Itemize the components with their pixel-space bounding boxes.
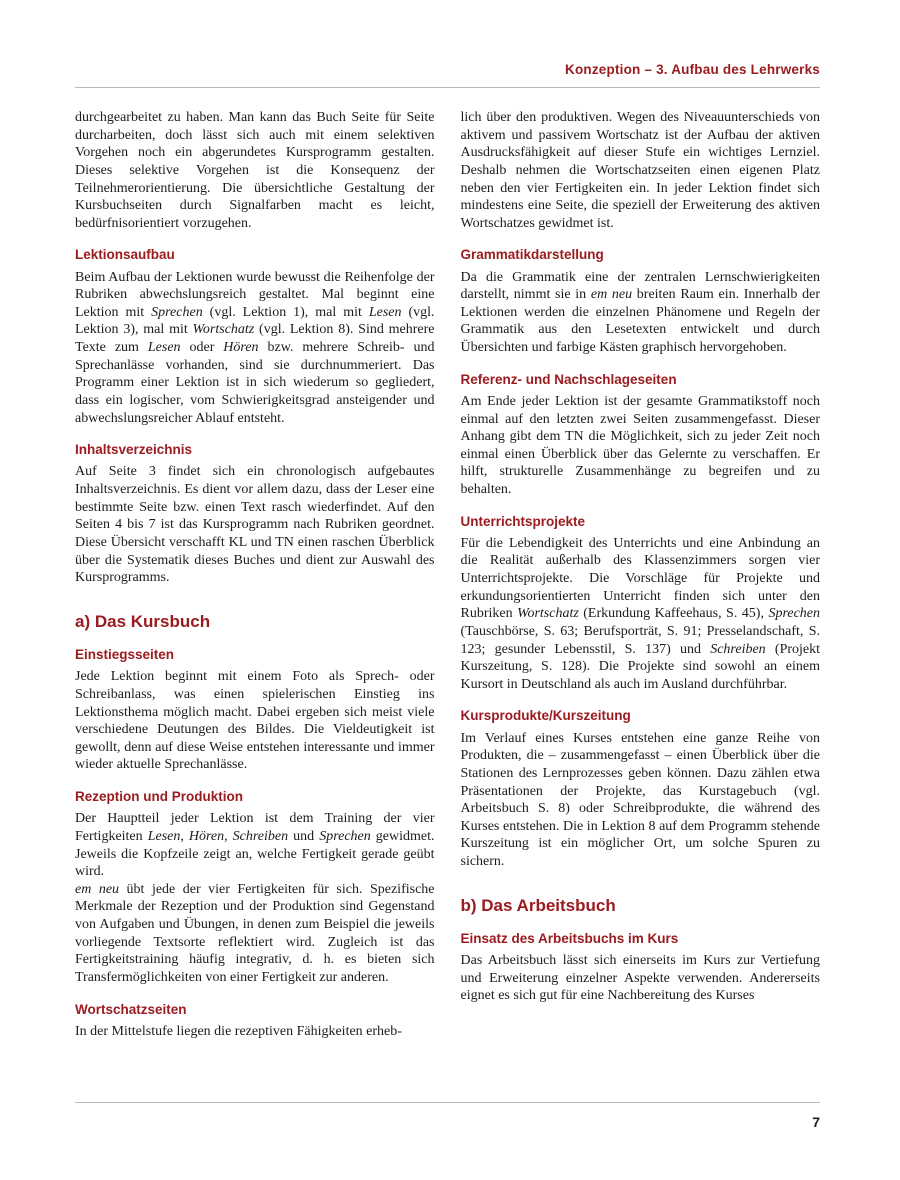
subsection-heading: Unterrichtsprojekte	[460, 513, 586, 529]
paragraph: Das Arbeitsbuch lässt sich einerseits im Kurs zur Vertiefung und Erweiterung einzelner Aspekte verwenden. Andererseits eignet es sich gut für eine Nachbereitung des Kurses	[460, 953, 820, 1004]
paragraph: em neu übt jede der vier Fertigkeiten für sich. Spezifische Merkmale der Rezeption und der Produktion sind Gegenstand von Aufgaben und Übungen, in denen zum Beispiel die jeweils vorliegende Textsorte reflektiert wird. Zugleich ist das Fertigkeitstraining häufig integrativ, d. h. es bieten sich Transfermöglichkeiten von einer Fertigkeit zur anderen.	[75, 881, 435, 985]
italic-text: em neu	[75, 881, 120, 897]
italic-text: Wortschatz	[517, 606, 579, 622]
two-column-body	[75, 109, 820, 1040]
subsection-heading: Rezeption und Produktion	[75, 789, 243, 805]
paragraph: Am Ende jeder Lektion ist der gesamte Grammatikstoff noch einmal auf den letzten zwei Seiten zusammengefasst. Dieser Anhang gibt dem TN die Möglichkeit, sich zu jeder Zeit noch einmal einen Überblick über das Gelernte zu verschaffen. Er hilft, strukturelle Zusammenhänge zu begreifen und zu behalten.	[460, 393, 820, 497]
italic-text: Sprechen	[768, 606, 821, 622]
subsection-heading: Lektionsaufbau	[75, 247, 175, 263]
page-number: 7	[812, 1114, 820, 1130]
italic-text: Sprechen	[151, 304, 203, 320]
italic-text: Lesen	[368, 304, 402, 320]
right-column	[461, 109, 821, 1040]
subsection-heading: Grammatikdarstellung	[460, 247, 604, 263]
page-footer	[75, 1102, 820, 1130]
running-header-title: Konzeption – 3. Aufbau des Lehrwerks	[565, 62, 820, 77]
italic-text: Sprechen	[319, 828, 371, 844]
italic-text: em neu	[590, 287, 633, 303]
paragraph: In der Mittelstufe liegen die rezeptiven Fähigkeiten erheb-	[75, 1023, 402, 1039]
section-heading: a) Das Kursbuch	[75, 611, 211, 631]
left-column	[75, 109, 435, 1040]
paragraph: Beim Aufbau der Lektionen wurde bewusst die Reihenfolge der Rubriken abwechslungsreich gestaltet. Mal beginnt eine Lektion mit Sprechen (vgl. Lektion 1), mal mit Lesen (vgl. Lektion 3), mal mit Wortschatz (vgl. Lektion 8). Sind mehrere Texte zum Lesen oder Hören bzw. mehrere Schreib- und Sprechanlässe vorhanden, sind sie durchnummeriert. Das Programm einer Lektion ist in sich wiederum so gegliedert, dass ein logischer, vom Schwierigkeitsgrad ansteigender und abwechslungsreicher Ablauf entsteht.	[75, 269, 435, 426]
italic-text: Wortschatz	[192, 322, 255, 338]
paragraph: durchgearbeitet zu haben. Man kann das Buch Seite für Seite durcharbeiten, doch lässt sich auch mit einem selektiven Vorgehen noch ein abgerundetes Kursprogramm gestalten. Dieses selektive Vorgehen ist die Konsequenz der Teilnehmerorientierung. Die übersichtliche Gestaltung der Kursbuchseiten durch Signalfarben macht es leicht, bedürfnisorientiert vorzugehen.	[75, 110, 435, 231]
subsection-heading: Kursprodukte/Kurszeitung	[460, 708, 631, 724]
subsection-heading: Inhaltsverzeichnis	[75, 442, 193, 458]
subsection-heading: Einsatz des Arbeitsbuchs im Kurs	[460, 931, 679, 947]
paragraph: Auf Seite 3 findet sich ein chronologisch aufgebautes Inhaltsverzeichnis. Es dient vor allem dazu, dass der Leser eine bestimmte Seite bzw. einen Text rasch wiederfindet. Auf den Seiten 4 bis 7 ist das Kursprogramm nach Rubriken geordnet. Diese Übersicht verschafft KL und TN einen raschen Überblick über die Systematik dieses Buches und dient zur Auswahl des Kursprogramms.	[75, 464, 435, 586]
paragraph: Da die Grammatik eine der zentralen Lernschwierigkeiten darstellt, nimmt sie in em neu breiten Raum ein. Innerhalb der Lektionen werden die einzelnen Phänomene und Regeln der Grammatik aus den Lesetexten entwickelt und durch Übersichten und farbige Kästen graphisch hervorgehoben.	[460, 269, 820, 356]
subsection-heading: Wortschatzseiten	[75, 1001, 187, 1017]
paragraph: Jede Lektion beginnt mit einem Foto als Sprech- oder Schreibanlass, was einen spielerischen Einstieg ins Lektionsthema möglich macht. Dabei ergeben sich meist viele verschiedene Deutungen des Bildes. Die Vieldeutigkeit ist gewollt, denn auf diese Weise entstehen interessante und immer wieder aktuelle Sprechanlässe.	[75, 669, 435, 773]
paragraph: Im Verlauf eines Kurses entstehen eine ganze Reihe von Produkten, die – zusammengefasst – einen Überblick über die Stationen des Lernprozesses geben können. Dazu zählen etwa Präsentationen der Projekte, das Kurstagebuch (vgl. Arbeitsbuch S. 8) oder Schreibprodukte, die während des Kurses entstehen. Die in Lektion 8 auf dem Programm stehende Kurszeitung ist ein möglicher Ort, um solche Spuren zu sichern.	[460, 730, 820, 869]
italic-text: Lesen	[147, 340, 181, 356]
running-header	[75, 62, 820, 88]
italic-text: Lesen, Hören, Schreiben	[147, 828, 289, 844]
paragraph: Für die Lebendigkeit des Unterrichts und eine Anbindung an die Realität außerhalb des Klassenzimmers sorgen vier Unterrichtsprojekte. Die Vorschläge für Projekte und erkundungsorientierten Unterricht finden sich unter den Rubriken Wortschatz (Erkundung Kaffeehaus, S. 45), Sprechen (Tauschbörse, S. 63; Berufsporträt, S. 91; Presselandschaft, S. 123; gesunder Lebensstil, S. 137) und Schreiben (Projekt Kurszeitung, S. 128). Die Projekte sind sowohl an einem Kursort in Deutschland als auch im Ausland durchführbar.	[460, 535, 821, 692]
subsection-heading: Referenz- und Nachschlageseiten	[460, 371, 677, 387]
italic-text: Schreiben	[710, 641, 766, 657]
paragraph: Der Hauptteil jeder Lektion ist dem Training der vier Fertigkeiten Lesen, Hören, Schreiben und Sprechen gewidmet. Jeweils die Kopfzeile zeigt an, welche Fertigkeit gerade geübt wird.	[75, 811, 435, 880]
italic-text: Hören	[223, 340, 259, 356]
subsection-heading: Einstiegsseiten	[75, 647, 175, 663]
paragraph: lich über den produktiven. Wegen des Niveauunterschieds von aktivem und passivem Wortschatz ist der Aufbau der aktiven Ausdrucksfähigkeit auf dieser Stufe ein wichtiges Lernziel. Deshalb nehmen die Wortschatzseiten einen eigenen Platz neben den vier Fertigkeiten ein. In jeder Lektion findet sich mindestens eine Seite, die speziell der Erweiterung des aktiven Wortschatzes gewidmet ist.	[460, 110, 820, 231]
section-heading: b) Das Arbeitsbuch	[460, 895, 616, 915]
